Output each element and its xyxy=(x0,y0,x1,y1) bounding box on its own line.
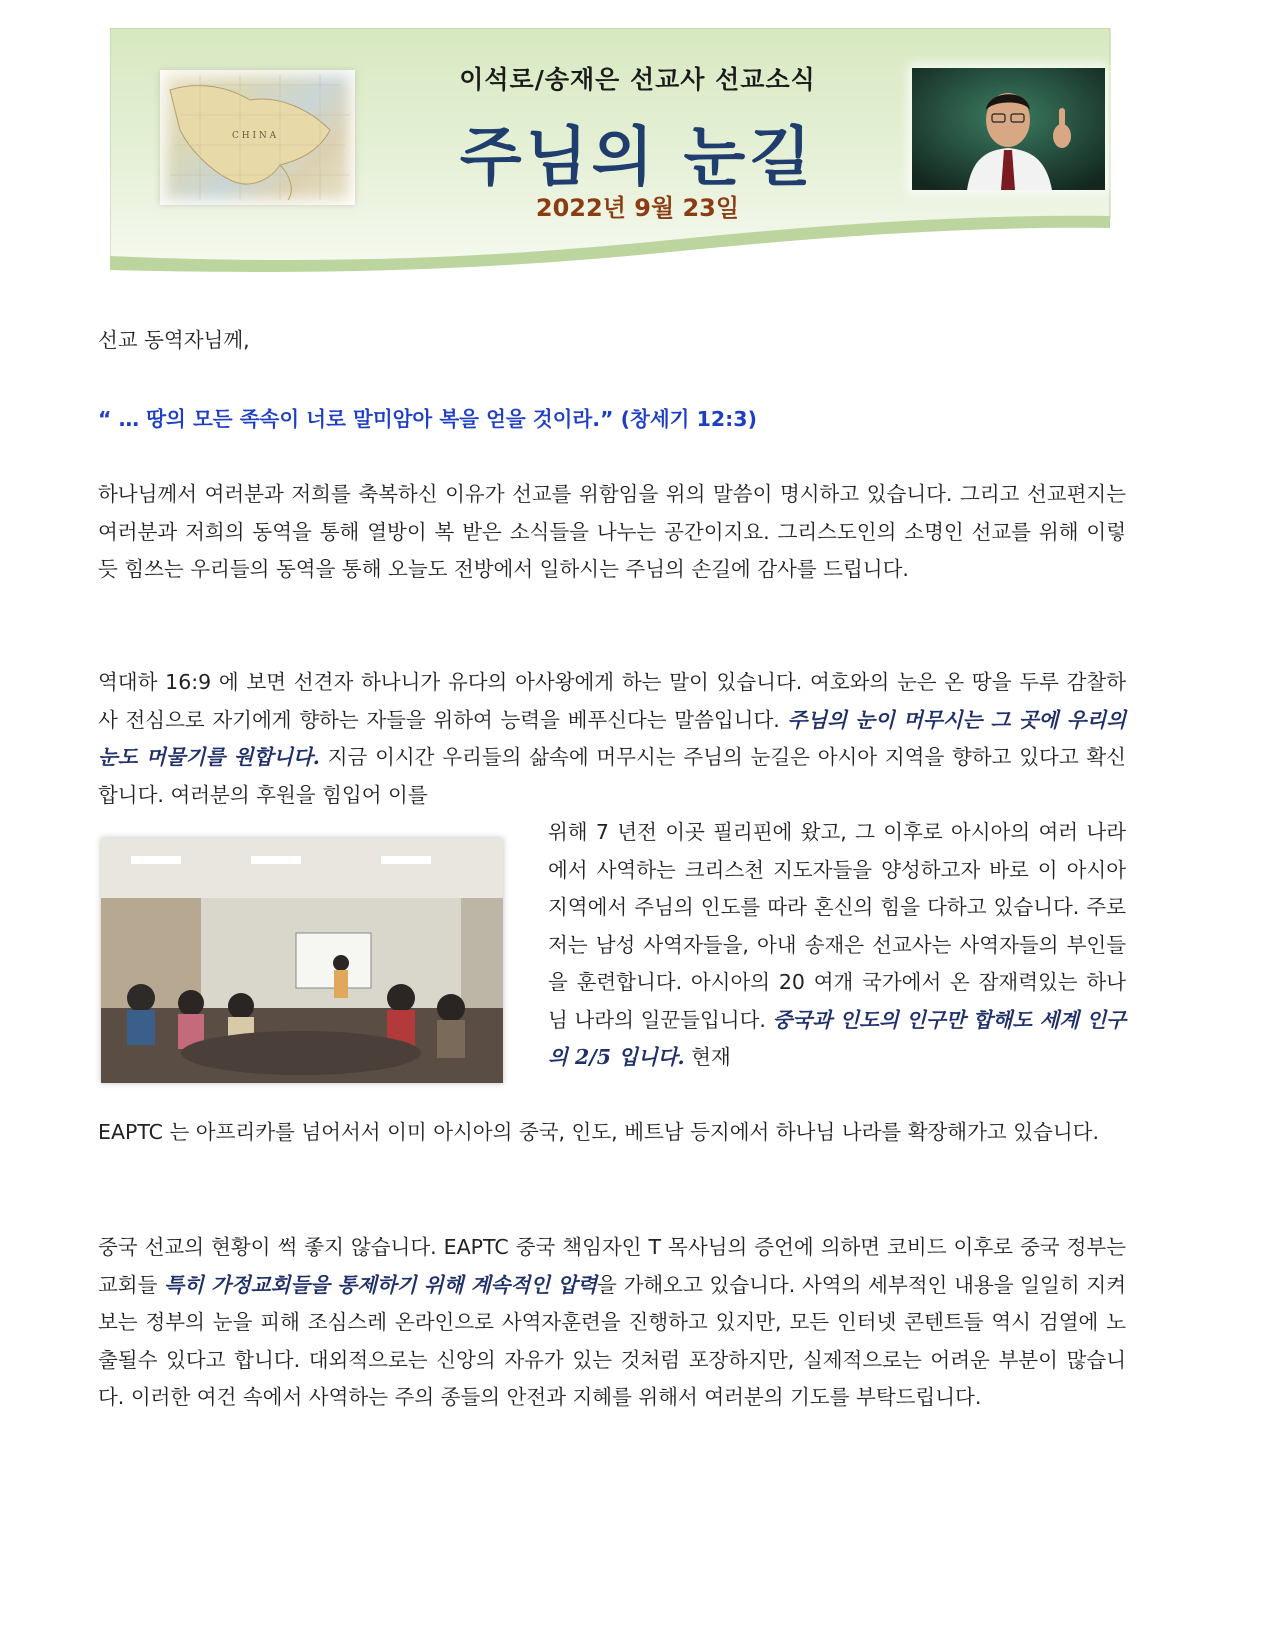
training-session-photo xyxy=(101,838,503,1083)
paragraph-4-emphasis: 특히 가정교회들을 통제하기 위해 계속적인 압력 xyxy=(164,1272,598,1297)
newsletter-date: 2022년 9월 23일 xyxy=(535,194,740,222)
paragraph-3-text-a: 위해 7 년전 이곳 필리핀에 왔고, 그 이후로 아시아의 여러 나라에서 사역하는 크리스천 지도자들을 양성하고자 바로 이 아시아 지역에서 주님의 인도를 따라 혼신의 힘을 다하고 있습니다. 주로 저는 남성 사역자들을, 아내 송재은 선교사는 사역자들의 부인들을 훈련합니다. 아시아의 20 여개 국가에서 온 잠재력있는 하나님 나라의 일꾼들입니다. xyxy=(548,820,1126,1032)
paragraph-2-text-a: 역대하 16:9 에 보면 선견자 하나니가 유다의 아사왕에게 하는 말이 있습니다. 여호와의 눈은 온 땅을 두루 감찰하사 전심으로 자기에게 향하는 자들을 위하여 능력을 베푸신다는 말씀입니다. xyxy=(98,670,1126,732)
paragraph-1: 하나님께서 여러분과 저희를 축복하신 이유가 선교를 위함임을 위의 말씀이 명시하고 있습니다. 그리고 선교편지는 여러분과 저희의 동역을 통해 열방이 복 받은 소식들을 나누는 공간이지요. 그리스도인의 소명인 선교를 위해 이렇듯 힘쓰는 우리들의 동역을 통해 오늘도 전방에서 일하시는 주님의 손길에 감사를 드립니다. xyxy=(98,482,1126,581)
paragraph-4-text-b: 을 가해오고 있습니다. 사역의 세부적인 내용을 일일히 지켜보는 정부의 눈을 피해 조심스레 온라인으로 사역자훈련을 진행하고 있지만, 모든 인터넷 콘텐트들 역시 검열에 노출될수 있다고 합니다. 대외적으로는 신앙의 자유가 있는 것처럼 포장하지만, 실제적으로는 어려운 부분이 많습니다. 이러한 여건 속에서 사역하는 주의 종들의 안전과 지혜를 위해서 여러분의 기도를 부탁드립니다. xyxy=(98,1272,1126,1409)
newsletter-title: 주님의 눈길 xyxy=(459,121,816,195)
paragraph-2 xyxy=(98,664,1126,814)
paragraph-4 xyxy=(98,1229,1126,1417)
greeting: 선교 동역자님께, xyxy=(98,328,250,352)
paragraph-3-text-b: 현재 xyxy=(684,1045,731,1069)
svg-text:C H I N A: C H I N A xyxy=(232,131,277,141)
paragraph-3 xyxy=(548,814,1126,1077)
paragraph-3-tail: EAPTC 는 아프리카를 넘어서서 이미 아시아의 중국, 인도, 베트남 등지에서 하나님 나라를 확장해가고 있습니다. xyxy=(98,1120,1099,1144)
missionary-portrait-image xyxy=(912,68,1105,190)
newsletter-banner xyxy=(110,28,1165,273)
newsletter-subtitle: 이석로/송재은 선교사 선교소식 xyxy=(459,65,816,94)
paragraph-4-text-a: 중국 선교의 현황이 썩 좋지 않습니다. EAPTC 중국 책임자인 T 목사님의 증언에 의하면 코비드 이후로 중국 정부는 교회들 xyxy=(98,1235,1126,1297)
scripture-verse: “ … 땅의 모든 족속이 너로 말미암아 복을 얻을 것이라.” (창세기 12:3) xyxy=(98,407,757,431)
paragraph-2-text-b: 지금 이시간 우리들의 삶속에 머무시는 주님의 눈길은 아시아 지역을 향하고 있다고 확신합니다. 여러분의 후원을 힘입어 이를 xyxy=(98,745,1126,807)
paragraph-3-emphasis: 중국과 인도의 인구만 합해도 세계 인구의 2/5 입니다. xyxy=(548,1007,1126,1069)
paragraph-2-emphasis: 주님의 눈이 머무시는 그 곳에 우리의 눈도 머물기를 원합니다. xyxy=(98,707,1127,769)
